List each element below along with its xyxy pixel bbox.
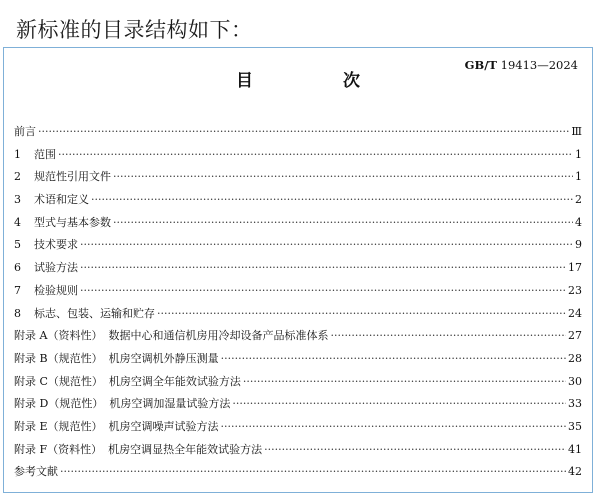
annex-label: 附录 F（资料性） <box>14 442 103 456</box>
toc-page: 1 <box>575 170 582 184</box>
toc-number: 3 <box>14 193 21 207</box>
toc-row-7[interactable] <box>14 280 582 303</box>
dot-leader <box>80 280 566 303</box>
toc-label: 术语和定义 <box>34 193 89 207</box>
annex-title: 机房空调显热全年能效试验方法 <box>108 442 263 456</box>
annex-title: 机房空调机外静压测量 <box>108 351 219 365</box>
toc-page: 24 <box>568 306 582 320</box>
toc-row-references[interactable] <box>14 461 582 484</box>
annex-label: 附录 C（规范性） <box>14 374 103 388</box>
dot-leader <box>221 416 566 439</box>
annex-title: 机房空调全年能效试验方法 <box>108 374 241 388</box>
toc-number: 4 <box>14 215 21 229</box>
toc-row-annex-d[interactable] <box>14 393 582 416</box>
toc-number: 7 <box>14 283 21 297</box>
toc-row-1[interactable] <box>14 144 582 167</box>
toc-page: 23 <box>568 283 582 297</box>
toc-row-6[interactable] <box>14 257 582 280</box>
toc-row-annex-a[interactable] <box>14 325 582 348</box>
toc-row-annex-e[interactable] <box>14 416 582 439</box>
toc-number: 6 <box>14 261 21 275</box>
dot-leader <box>38 121 569 144</box>
dot-leader <box>243 371 566 394</box>
toc-page: 30 <box>568 374 582 388</box>
page-heading: 新标准的目录结构如下： <box>16 18 253 42</box>
dot-leader <box>113 212 573 235</box>
table-of-contents <box>14 121 582 484</box>
annex-title: 数据中心和通信机房用冷却设备产品标准体系 <box>108 329 329 343</box>
toc-page: 41 <box>568 442 582 456</box>
dot-leader <box>221 348 566 371</box>
toc-label: 试验方法 <box>34 261 78 275</box>
toc-page: 28 <box>568 351 582 365</box>
toc-label: 规范性引用文件 <box>34 170 111 184</box>
dot-leader <box>80 257 566 280</box>
toc-row-4[interactable] <box>14 212 582 235</box>
dot-leader <box>60 461 566 484</box>
toc-label: 前言 <box>14 125 36 138</box>
dot-leader <box>264 439 566 462</box>
toc-row-annex-c[interactable] <box>14 371 582 394</box>
toc-row-annex-f[interactable] <box>14 439 582 462</box>
toc-page: 42 <box>568 465 582 479</box>
toc-row-8[interactable] <box>14 303 582 326</box>
toc-page: 33 <box>568 397 582 411</box>
annex-title: 机房空调加湿量试验方法 <box>109 397 231 411</box>
toc-page: Ⅲ <box>571 125 582 138</box>
dot-leader <box>157 303 566 326</box>
dot-leader <box>91 189 573 212</box>
toc-page: 4 <box>575 215 582 229</box>
annex-label: 附录 B（规范性） <box>14 351 103 365</box>
document-page <box>3 47 593 493</box>
toc-label: 技术要求 <box>34 238 78 252</box>
toc-label: 参考文献 <box>14 465 58 479</box>
annex-label: 附录 D（规范性） <box>14 397 104 411</box>
toc-label: 标志、包装、运输和贮存 <box>34 306 155 320</box>
dot-leader <box>58 144 573 167</box>
dot-leader <box>232 393 566 416</box>
toc-number: 1 <box>14 147 21 161</box>
toc-row-5[interactable] <box>14 234 582 257</box>
standard-code-prefix: GB/T <box>464 58 497 72</box>
toc-row-2[interactable] <box>14 166 582 189</box>
toc-label: 范围 <box>34 147 56 161</box>
toc-title: 目 次 <box>236 71 402 91</box>
toc-page: 35 <box>568 419 582 433</box>
toc-page: 2 <box>575 193 582 207</box>
toc-row-foreword[interactable] <box>14 121 582 144</box>
toc-page: 17 <box>568 261 582 275</box>
toc-page: 27 <box>568 329 582 343</box>
toc-number: 2 <box>14 170 21 184</box>
dot-leader <box>80 234 573 257</box>
annex-label: 附录 A（资料性） <box>14 329 103 343</box>
toc-label: 型式与基本参数 <box>34 215 111 229</box>
toc-row-annex-b[interactable] <box>14 348 582 371</box>
toc-page: 1 <box>575 147 582 161</box>
toc-number: 5 <box>14 238 21 252</box>
toc-number: 8 <box>14 306 21 320</box>
standard-code-number: 19413—2024 <box>500 58 578 72</box>
toc-row-3[interactable] <box>14 189 582 212</box>
dot-leader <box>113 166 573 189</box>
dot-leader <box>330 325 566 348</box>
annex-label: 附录 E（规范性） <box>14 419 103 433</box>
annex-title: 机房空调噪声试验方法 <box>108 419 219 433</box>
toc-page: 9 <box>575 238 582 252</box>
toc-label: 检验规则 <box>34 283 78 297</box>
